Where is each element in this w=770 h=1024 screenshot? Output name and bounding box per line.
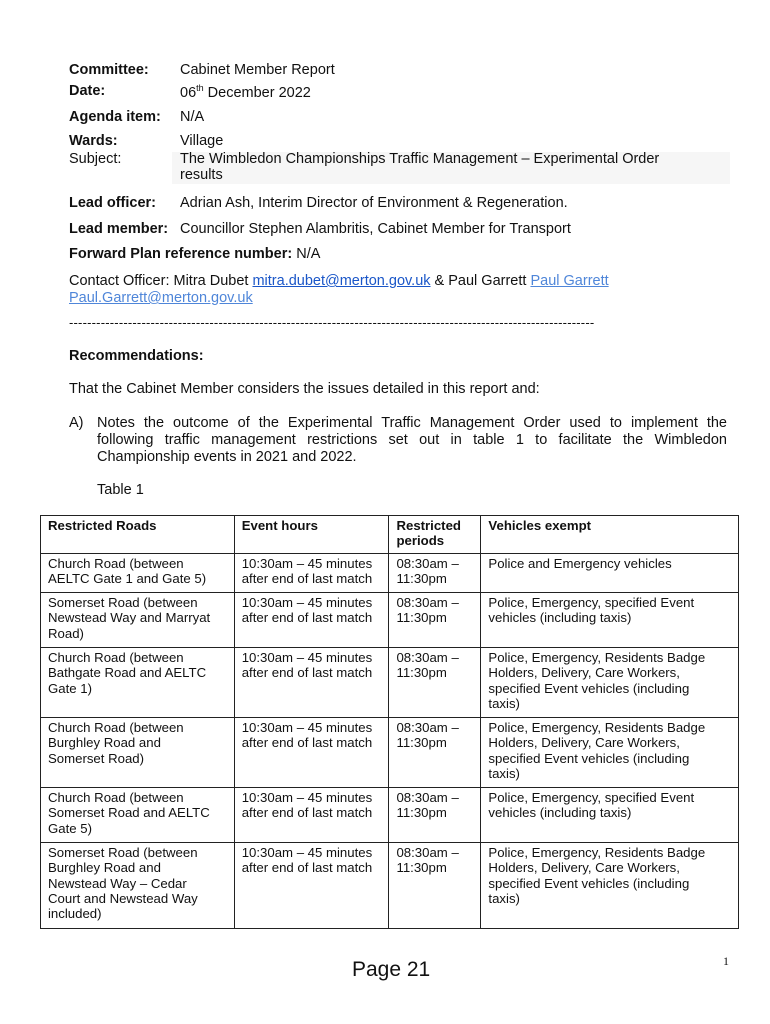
restrictions-table xyxy=(40,515,739,929)
recommendations-heading: Recommendations: xyxy=(69,348,204,364)
cell-period: 08:30am – 11:30pm xyxy=(389,787,481,842)
lead-officer-value: Adrian Ash, Interim Director of Environment & Regeneration. xyxy=(180,195,568,211)
contact-email-link-1[interactable]: mitra.dubet@merton.gov.uk xyxy=(252,273,431,289)
page-label: Page 21 xyxy=(352,958,431,981)
wards-label: Wards: xyxy=(69,133,118,149)
table-caption: Table 1 xyxy=(97,482,144,498)
agenda-label: Agenda item: xyxy=(69,109,161,125)
lead-officer-label: Lead officer: xyxy=(69,195,157,211)
table-row xyxy=(41,553,739,592)
committee-label: Committee: xyxy=(69,62,149,78)
lead-member-value: Councillor Stephen Alambritis, Cabinet Member for Transport xyxy=(180,221,571,237)
committee-value: Cabinet Member Report xyxy=(180,62,335,78)
cell-road: Church Road (between AELTC Gate 1 and Gate 5) xyxy=(41,553,235,592)
cell-exempt: Police, Emergency, specified Event vehicles (including taxis) xyxy=(481,787,739,842)
forward-plan: Forward Plan reference number: N/A xyxy=(69,246,321,262)
table-row xyxy=(41,787,739,842)
subject-line-1: The Wimbledon Championships Traffic Management – Experimental Order xyxy=(180,151,660,167)
table-row xyxy=(41,842,739,928)
item-a-marker: A) xyxy=(69,415,84,431)
cell-period: 08:30am – 11:30pm xyxy=(389,717,481,787)
subject-label: Subject: xyxy=(69,151,122,167)
recommendations-intro: That the Cabinet Member considers the issues detailed in this report and: xyxy=(69,381,540,397)
cell-exempt: Police, Emergency, Residents Badge Holders, Delivery, Care Workers, specified Event vehicles (including taxis) xyxy=(481,717,739,787)
cell-road: Somerset Road (between Newstead Way and Marryat Road) xyxy=(41,592,235,647)
item-a-text: Notes the outcome of the Experimental Traffic Management Order used to implement the following traffic management restrictions set out in table 1 to facilitate the Wimbledon Championship events in 2021 and 2022. xyxy=(97,415,727,465)
cell-period: 08:30am – 11:30pm xyxy=(389,842,481,928)
table-row xyxy=(41,647,739,717)
cell-exempt: Police, Emergency, specified Event vehicles (including taxis) xyxy=(481,592,739,647)
table-row xyxy=(41,717,739,787)
contact-email-link-2[interactable]: Paul.Garrett@merton.gov.uk xyxy=(69,290,253,306)
cell-road: Church Road (between Burghley Road and Somerset Road) xyxy=(41,717,235,787)
cell-period: 08:30am – 11:30pm xyxy=(389,647,481,717)
cell-hours: 10:30am – 45 minutes after end of last match xyxy=(234,787,389,842)
cell-hours: 10:30am – 45 minutes after end of last match xyxy=(234,592,389,647)
cell-hours: 10:30am – 45 minutes after end of last match xyxy=(234,717,389,787)
page-number: 1 xyxy=(723,954,729,968)
date-value: 06th December 2022 xyxy=(180,83,311,101)
subject-line-2: results xyxy=(180,167,223,183)
cell-road: Church Road (between Bathgate Road and AELTC Gate 1) xyxy=(41,647,235,717)
header-vehicles-exempt: Vehicles exempt xyxy=(481,516,739,554)
header-restricted-roads: Restricted Roads xyxy=(41,516,235,554)
cell-exempt: Police, Emergency, Residents Badge Holders, Delivery, Care Workers, specified Event vehicles (including taxis) xyxy=(481,842,739,928)
contact-email-line xyxy=(69,290,253,306)
lead-member-label: Lead member: xyxy=(69,221,169,237)
cell-hours: 10:30am – 45 minutes after end of last match xyxy=(234,553,389,592)
cell-road: Somerset Road (between Burghley Road and Newstead Way – Cedar Court and Newstead Way included) xyxy=(41,842,235,928)
cell-period: 08:30am – 11:30pm xyxy=(389,553,481,592)
contact-link-2[interactable]: Paul Garrett xyxy=(530,273,609,289)
cell-exempt: Police and Emergency vehicles xyxy=(481,553,739,592)
contact-officer-line: Contact Officer: Mitra Dubet mitra.dubet@merton.gov.uk & Paul Garrett Paul Garrett xyxy=(69,273,609,289)
separator-line: -------------------------------------------------------------------------------------------------------------------- xyxy=(69,315,595,330)
header-event-hours: Event hours xyxy=(234,516,389,554)
wards-value: Village xyxy=(180,133,224,149)
cell-hours: 10:30am – 45 minutes after end of last match xyxy=(234,647,389,717)
cell-exempt: Police, Emergency, Residents Badge Holders, Delivery, Care Workers, specified Event vehicles (including taxis) xyxy=(481,647,739,717)
agenda-value: N/A xyxy=(180,109,205,125)
table-row xyxy=(41,592,739,647)
cell-period: 08:30am – 11:30pm xyxy=(389,592,481,647)
cell-road: Church Road (between Somerset Road and AELTC Gate 5) xyxy=(41,787,235,842)
table-header-row xyxy=(41,516,739,554)
header-restricted-periods: Restricted periods xyxy=(389,516,481,554)
date-label: Date: xyxy=(69,83,106,99)
cell-hours: 10:30am – 45 minutes after end of last match xyxy=(234,842,389,928)
